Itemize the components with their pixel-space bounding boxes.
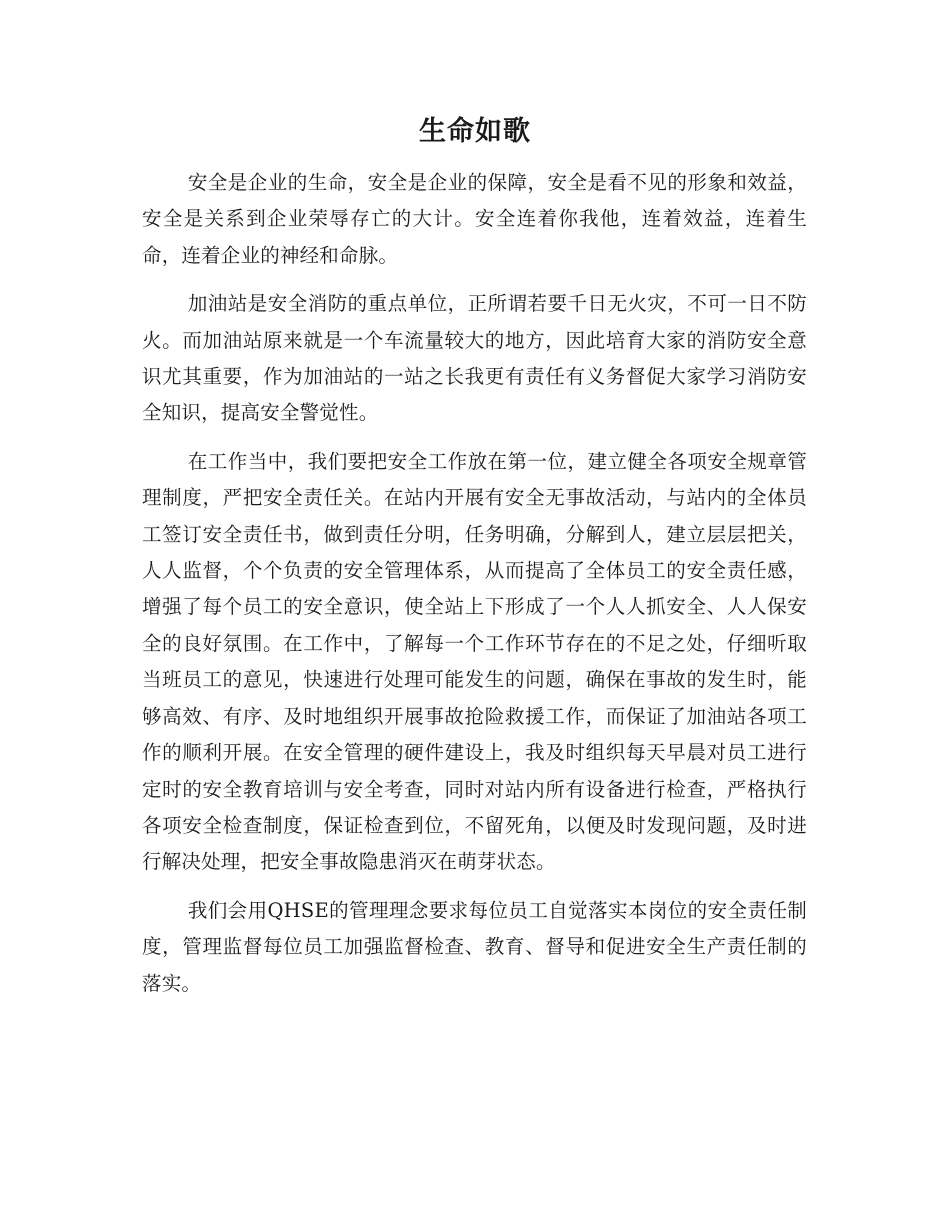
document-body [142, 165, 807, 1014]
paragraph-4: 我们会用QHSE的管理理念要求每位员工自觉落实本岗位的安全责任制度，管理监督每位员工加强监督检查、教育、督导和促进安全生产责任制的落实。 [142, 898, 807, 995]
paragraph-2: 加油站是安全消防的重点单位，正所谓若要千日无火灾，不可一日不防火。而加油站原来就是一个车流量较大的地方，因此培育大家的消防安全意识尤其重要，作为加油站的一站之长我更有责任有义务督促大家学习消防安全知识，提高安全警觉性。 [142, 292, 807, 425]
paragraph-3: 在工作当中，我们要把安全工作放在第一位，建立健全各项安全规章管理制度，严把安全责任关。在站内开展有安全无事故活动，与站内的全体员工签订安全责任书，做到责任分明，任务明确，分解到人，建立层层把关，人人监督，个个负责的安全管理体系，从而提高了全体员工的安全责任感，增强了每个员工的安全意识，使全站上下形成了一个人人抓安全、人人保安全的良好氛围。在工作中，了解每一个工作环节存在的不足之处，仔细听取当班员工的意见，快速进行处理可能发生的问题，确保在事故的发生时，能够高效、有序、及时地组织开展事故抢险救援工作，而保证了加油站各项工作的顺利开展。在安全管理的硬件建设上，我及时组织每天早晨对员工进行定时的安全教育培训与安全考查，同时对站内所有设备进行检查，严格执行各项安全检查制度，保证检查到位，不留死角，以便及时发现问题，及时进行解决处理，把安全事故隐患消灭在萌芽状态。 [142, 449, 807, 874]
document-title: 生命如歌 [419, 116, 531, 147]
paragraph-1: 安全是企业的生命，安全是企业的保障，安全是看不见的形象和效益，安全是关系到企业荣辱存亡的大计。安全连着你我他，连着效益，连着生命，连着企业的神经和命脉。 [142, 171, 807, 267]
